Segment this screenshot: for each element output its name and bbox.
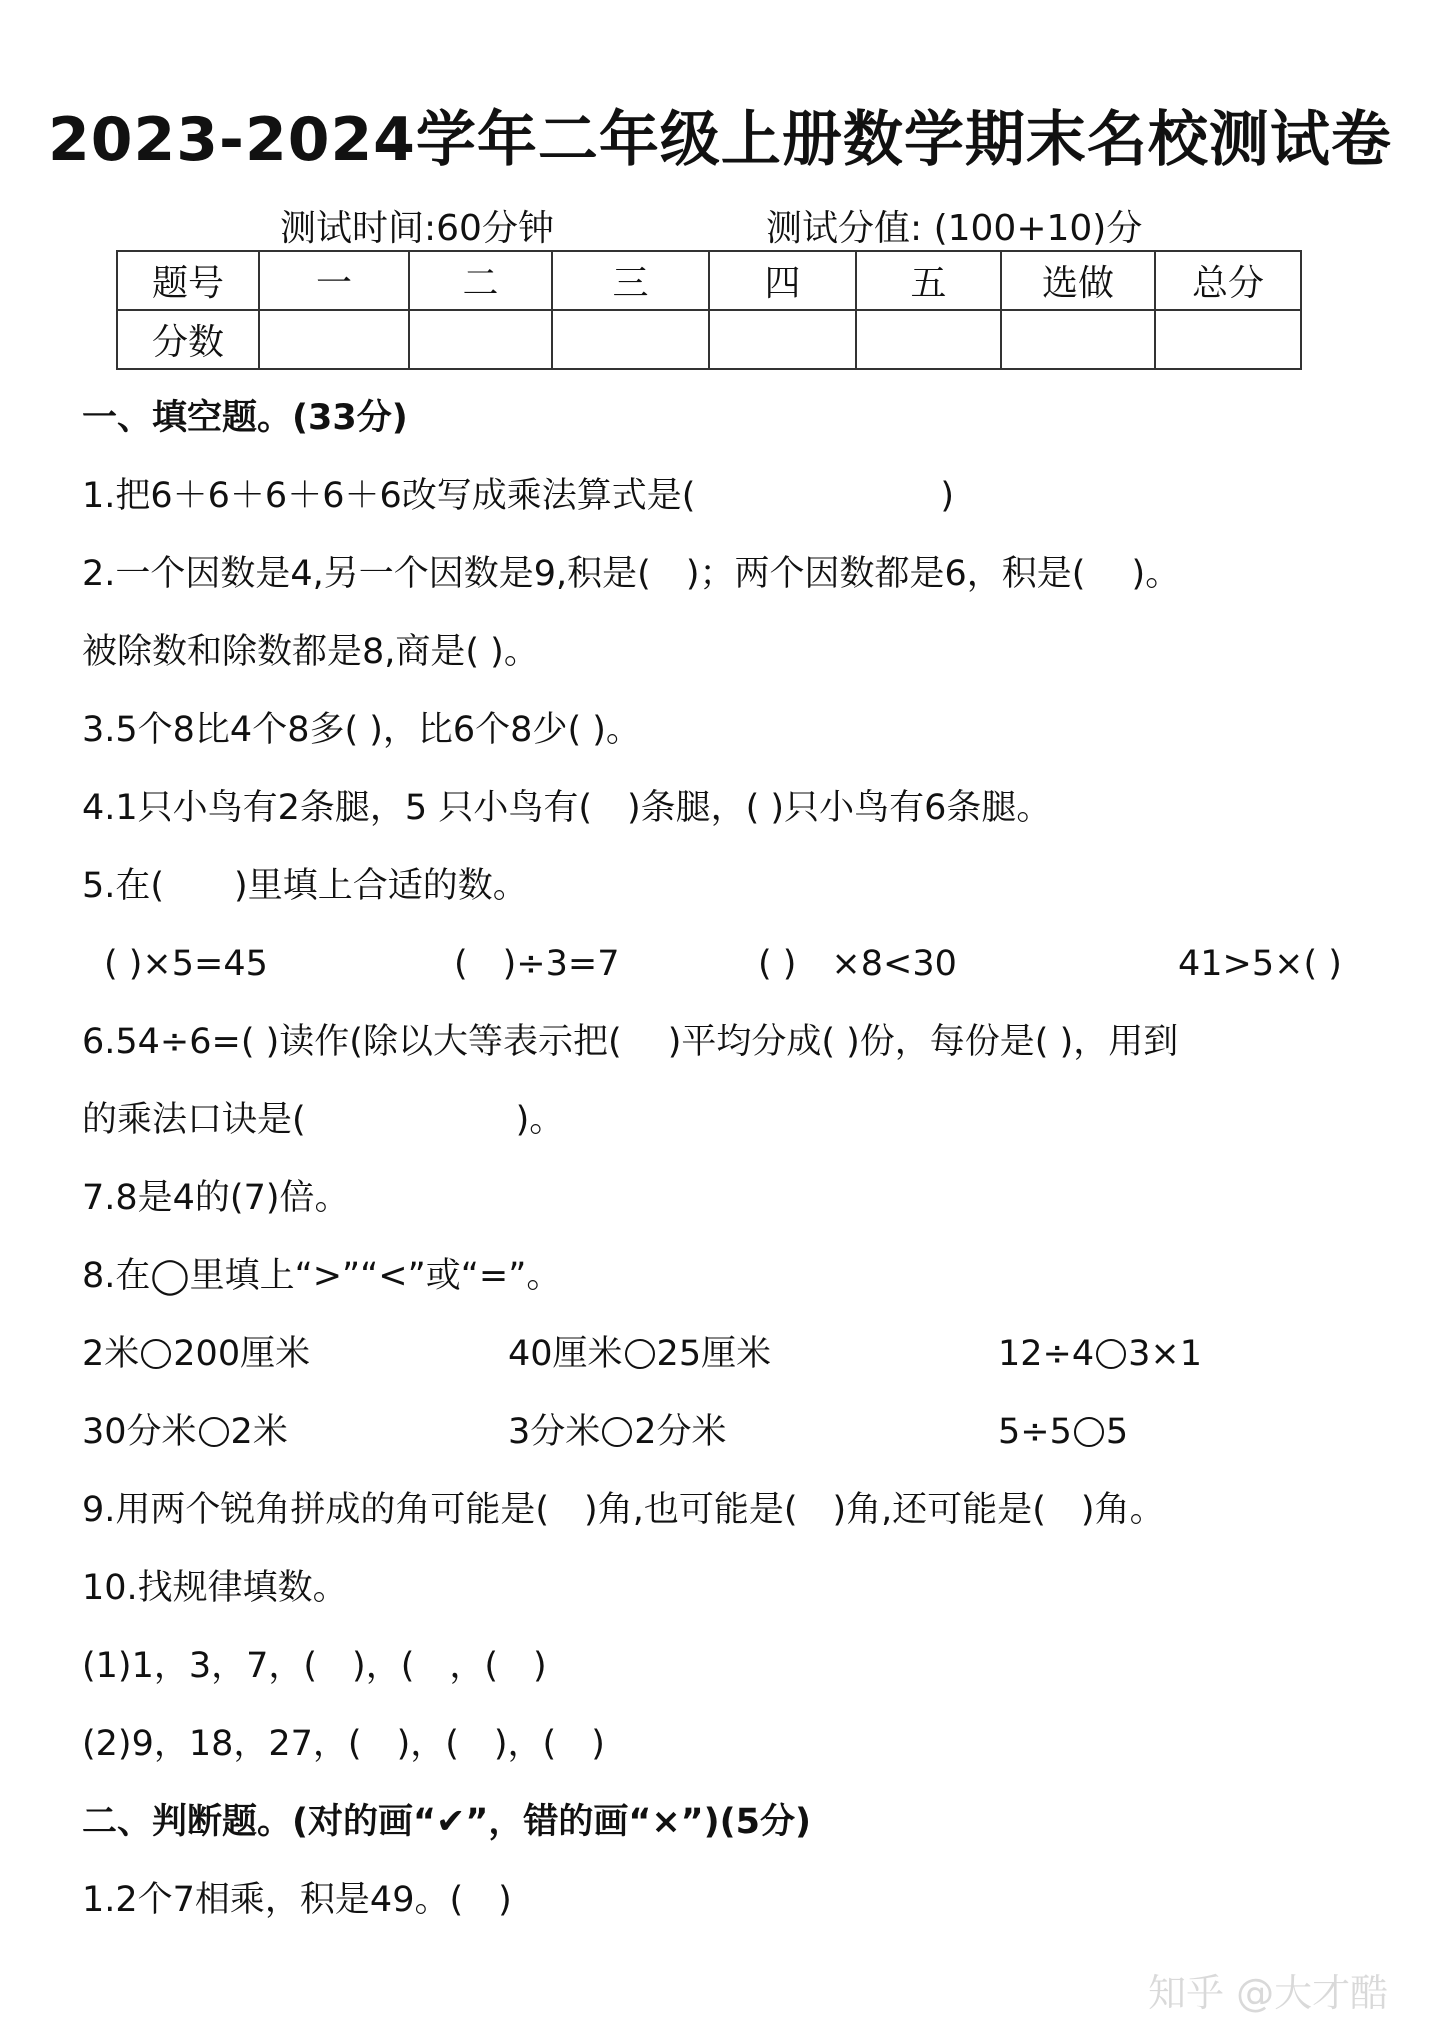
question-6-line-2: 的乘法口诀是( )。: [82, 1100, 565, 1140]
score-table-header: 题号: [117, 251, 259, 310]
question-1: 1.把6＋6＋6＋6＋6改写成乘法算式是( ): [82, 476, 955, 516]
score-table: [116, 250, 1302, 370]
compare-circle-icon[interactable]: [1074, 1417, 1104, 1447]
compare-left: 2米: [82, 1334, 140, 1374]
question-5-item: 41>5×( ): [1178, 944, 1342, 984]
test-time: 测试时间:60分钟: [280, 208, 554, 249]
question-4: 4.1只小鸟有2条腿，5 只小鸟有( )条腿，( )只小鸟有6条腿。: [82, 788, 1052, 828]
score-table-header: 总分: [1155, 251, 1301, 310]
compare-item: [82, 1332, 310, 1376]
compare-right: 2分米: [634, 1412, 727, 1452]
compare-circle-icon[interactable]: [1096, 1339, 1126, 1369]
score-table-header: 二: [409, 251, 552, 310]
score-cell[interactable]: [1001, 310, 1155, 369]
section-1-heading: 一、填空题。(33分): [82, 398, 408, 438]
score-cell[interactable]: [552, 310, 709, 369]
compare-item: [82, 1410, 288, 1454]
question-10-part-2: (2)9，18，27，( )，( )，( ): [82, 1724, 605, 1764]
compare-right: 5: [1105, 1412, 1129, 1452]
score-row-label: 分数: [117, 310, 259, 369]
question-9: 9.用两个锐角拼成的角可能是( )角,也可能是( )角,还可能是( )角。: [82, 1490, 1165, 1530]
question-5-item: ( ) ×8<30: [758, 944, 957, 984]
question-7: 7.8是4的(7)倍。: [82, 1178, 350, 1218]
compare-left: 30分米: [82, 1412, 197, 1452]
compare-circle-icon[interactable]: [602, 1417, 632, 1447]
compare-circle-icon[interactable]: [141, 1339, 171, 1369]
question-5-item: ( )÷3=7: [454, 944, 620, 984]
section-2-heading: 二、判断题。(对的画“✔”，错的画“×”)(5分): [82, 1802, 812, 1842]
test-score: 测试分值: (100+10)分: [766, 208, 1143, 249]
score-cell[interactable]: [259, 310, 409, 369]
compare-right: 3×1: [1128, 1334, 1203, 1374]
compare-item: [508, 1410, 727, 1454]
question-5: 5.在( )里填上合适的数。: [82, 866, 528, 906]
compare-right: 2米: [230, 1412, 288, 1452]
compare-left: 12÷4: [998, 1334, 1095, 1374]
question-2-line-2: 被除数和除数都是8,商是( )。: [82, 632, 539, 672]
question-6-line-1: 6.54÷6=( )读作(除以大等表示把( )平均分成( )份，每份是( )，用到: [82, 1022, 1179, 1062]
question-3: 3.5个8比4个8多( )，比6个8少( )。: [82, 710, 641, 750]
score-cell[interactable]: [709, 310, 856, 369]
compare-item: [998, 1332, 1202, 1376]
compare-right: 25厘米: [656, 1334, 772, 1374]
score-table-header: 五: [856, 251, 1001, 310]
score-table-header: 三: [552, 251, 709, 310]
compare-left: 40厘米: [508, 1334, 623, 1374]
compare-left: 5÷5: [998, 1412, 1072, 1452]
score-table-score-row: [117, 310, 1301, 369]
question-8: 8.在◯里填上“>”“<”或“=”。: [82, 1256, 562, 1296]
compare-item: [508, 1332, 771, 1376]
watermark-text: 知乎 @大才酷: [1148, 1971, 1389, 2015]
question-10: 10.找规律填数。: [82, 1568, 348, 1608]
compare-right: 200厘米: [173, 1334, 311, 1374]
exam-title: 2023-2024学年二年级上册数学期末名校测试卷: [48, 105, 1392, 175]
score-cell[interactable]: [1155, 310, 1301, 369]
score-table-header-row: [117, 251, 1301, 310]
compare-left: 3分米: [508, 1412, 601, 1452]
score-table-header: 选做: [1001, 251, 1155, 310]
score-table-header: 一: [259, 251, 409, 310]
compare-item: [998, 1410, 1128, 1454]
question-10-part-1: (1)1，3，7，( )，( ，( ): [82, 1646, 547, 1686]
question-2-line-1: 2.一个因数是4,另一个因数是9,积是( )；两个因数都是6，积是( )。: [82, 554, 1181, 594]
score-cell[interactable]: [856, 310, 1001, 369]
score-table-header: 四: [709, 251, 856, 310]
score-cell[interactable]: [409, 310, 552, 369]
judge-question-1: 1.2个7相乘，积是49。( ): [82, 1880, 512, 1920]
compare-circle-icon[interactable]: [625, 1339, 655, 1369]
compare-circle-icon[interactable]: [199, 1417, 229, 1447]
question-5-item: ( )×5=45: [104, 944, 268, 984]
